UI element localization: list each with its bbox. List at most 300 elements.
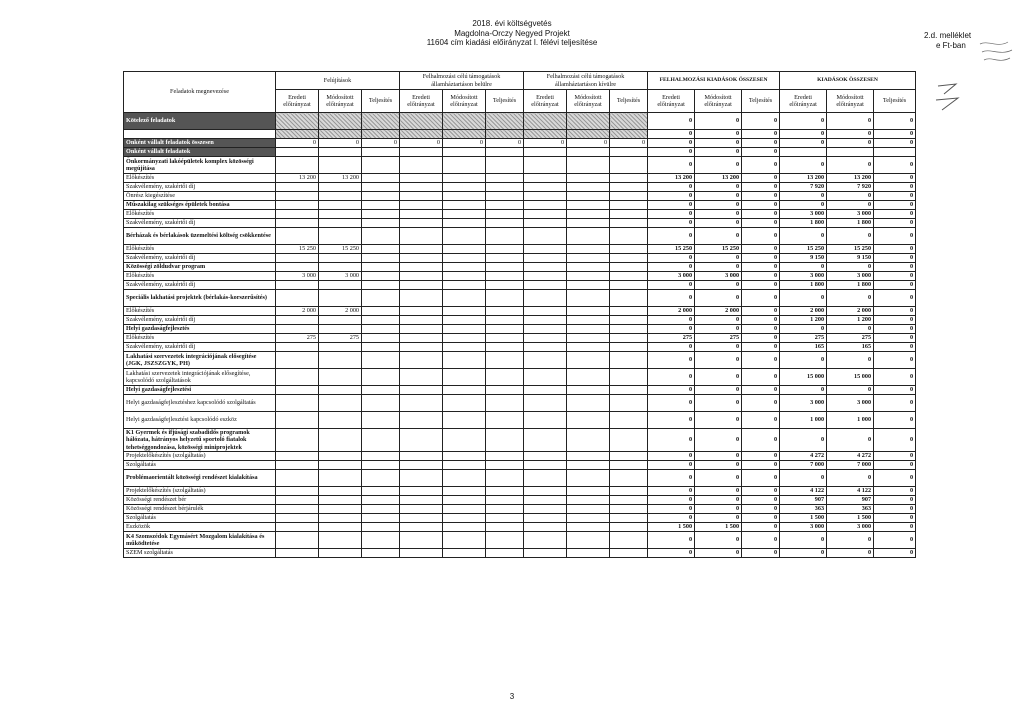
value-cell [567, 228, 610, 245]
value-cell [319, 461, 362, 470]
value-cell: 0 [648, 148, 695, 157]
value-cell [610, 470, 648, 487]
value-cell [362, 452, 400, 461]
value-cell [319, 352, 362, 369]
subheader-original: Eredeti előirányzat [400, 90, 443, 113]
value-cell [486, 549, 524, 558]
value-cell [362, 254, 400, 263]
value-cell [524, 369, 567, 386]
value-cell: 363 [780, 505, 827, 514]
value-cell [362, 263, 400, 272]
table-row [124, 281, 916, 290]
value-cell [400, 210, 443, 219]
value-cell [319, 505, 362, 514]
value-cell [567, 245, 610, 254]
value-cell: 0 [742, 174, 780, 183]
row-label: Szakvélemény, szakértői díj [124, 219, 276, 228]
value-cell: 15 000 [827, 369, 874, 386]
value-cell: 0 [827, 228, 874, 245]
value-cell [486, 113, 524, 130]
value-cell: 15 250 [319, 245, 362, 254]
value-cell: 0 [742, 549, 780, 558]
value-cell [524, 343, 567, 352]
value-cell: 0 [695, 290, 742, 307]
subheader-performance: Teljesítés [362, 90, 400, 113]
value-cell: 0 [874, 334, 916, 343]
value-cell: 0 [648, 461, 695, 470]
value-cell [610, 148, 648, 157]
value-cell: 0 [695, 325, 742, 334]
value-cell: 0 [400, 139, 443, 148]
value-cell [400, 316, 443, 325]
value-cell: 275 [319, 334, 362, 343]
table-row [124, 263, 916, 272]
group-header-grants-inside: Felhalmozási célú támogatások államháztartáson belülre [400, 72, 524, 90]
value-cell [276, 412, 319, 429]
value-cell [443, 228, 486, 245]
value-cell [524, 505, 567, 514]
value-cell: 0 [827, 325, 874, 334]
value-cell [610, 523, 648, 532]
value-cell: 165 [780, 343, 827, 352]
value-cell [400, 452, 443, 461]
value-cell [319, 452, 362, 461]
row-label: Előkészítés [124, 334, 276, 343]
row-label: Előkészítés [124, 174, 276, 183]
value-cell: 0 [827, 386, 874, 395]
value-cell: 0 [827, 532, 874, 549]
value-cell: 0 [742, 386, 780, 395]
value-cell: 3 000 [827, 523, 874, 532]
value-cell [443, 210, 486, 219]
value-cell: 0 [648, 505, 695, 514]
table-row [124, 174, 916, 183]
value-cell: 0 [874, 470, 916, 487]
value-cell [400, 130, 443, 139]
value-cell: 275 [648, 334, 695, 343]
value-cell [443, 325, 486, 334]
table-row [124, 183, 916, 192]
value-cell: 0 [827, 290, 874, 307]
value-cell [276, 290, 319, 307]
value-cell: 0 [874, 325, 916, 334]
value-cell [443, 201, 486, 210]
value-cell [486, 334, 524, 343]
value-cell [400, 412, 443, 429]
value-cell [276, 452, 319, 461]
value-cell [362, 386, 400, 395]
value-cell [276, 395, 319, 412]
value-cell [276, 461, 319, 470]
value-cell [319, 514, 362, 523]
annex-unit: e Ft-ban [936, 41, 966, 50]
value-cell: 275 [695, 334, 742, 343]
value-cell [486, 316, 524, 325]
value-cell [486, 263, 524, 272]
value-cell: 0 [742, 245, 780, 254]
value-cell [567, 307, 610, 316]
value-cell: 0 [742, 113, 780, 130]
value-cell [400, 549, 443, 558]
annex-number: 2.d. melléklet [924, 31, 972, 40]
value-cell [567, 343, 610, 352]
value-cell [486, 245, 524, 254]
subheader-modified: Módosított előirányzat [319, 90, 362, 113]
row-label: Speciális lakhatási projektek (bérlakás-korszerűsítés) [124, 290, 276, 307]
value-cell [362, 487, 400, 496]
table-row [124, 228, 916, 245]
value-cell [524, 412, 567, 429]
value-cell: 0 [780, 192, 827, 201]
annex-label [924, 31, 971, 51]
value-cell [400, 157, 443, 174]
value-cell: 1 800 [780, 281, 827, 290]
subheader-original: Eredeti előirányzat [648, 90, 695, 113]
value-cell: 2 000 [648, 307, 695, 316]
value-cell: 0 [780, 325, 827, 334]
subheader-modified: Módosított előirányzat [827, 90, 874, 113]
row-label: Szakvélemény, szakértői díj [124, 281, 276, 290]
value-cell: 0 [874, 352, 916, 369]
value-cell [400, 514, 443, 523]
value-cell: 0 [695, 254, 742, 263]
value-cell [362, 157, 400, 174]
value-cell [362, 201, 400, 210]
value-cell [276, 470, 319, 487]
value-cell: 0 [486, 139, 524, 148]
value-cell: 0 [780, 130, 827, 139]
value-cell [319, 316, 362, 325]
value-cell: 3 000 [276, 272, 319, 281]
value-cell: 13 200 [319, 174, 362, 183]
value-cell [567, 369, 610, 386]
value-cell [443, 174, 486, 183]
value-cell: 0 [695, 549, 742, 558]
value-cell [567, 334, 610, 343]
table-row [124, 307, 916, 316]
value-cell: 0 [874, 183, 916, 192]
value-cell: 0 [780, 157, 827, 174]
value-cell: 0 [827, 157, 874, 174]
value-cell: 0 [742, 395, 780, 412]
value-cell [524, 532, 567, 549]
value-cell: 0 [648, 228, 695, 245]
value-cell [486, 429, 524, 452]
value-cell: 1 000 [780, 412, 827, 429]
value-cell [567, 174, 610, 183]
row-label: Problémaorientált közösségi rendészet kialakítása [124, 470, 276, 487]
value-cell [486, 514, 524, 523]
value-cell [443, 334, 486, 343]
value-cell: 0 [780, 201, 827, 210]
row-label: Szakvélemény, szakértői díj [124, 183, 276, 192]
value-cell [362, 130, 400, 139]
budget-table [123, 71, 916, 558]
value-cell: 0 [742, 157, 780, 174]
value-cell: 0 [648, 130, 695, 139]
value-cell: 0 [276, 139, 319, 148]
value-cell [524, 272, 567, 281]
subheader-performance: Teljesítés [610, 90, 648, 113]
value-cell [567, 452, 610, 461]
value-cell [400, 290, 443, 307]
row-label: Közösségi rendészet bérjárulék [124, 505, 276, 514]
value-cell: 0 [742, 523, 780, 532]
group-header-expenditure-total: KIADÁSOK ÖSSZESEN [780, 72, 916, 90]
value-cell [524, 201, 567, 210]
value-cell [486, 343, 524, 352]
row-label: Előkészítés [124, 210, 276, 219]
value-cell [567, 386, 610, 395]
value-cell [443, 130, 486, 139]
table-row [124, 139, 916, 148]
value-cell [443, 245, 486, 254]
page-number: 3 [509, 692, 515, 701]
value-cell: 9 150 [780, 254, 827, 263]
value-cell [610, 412, 648, 429]
value-cell [610, 201, 648, 210]
value-cell: 0 [648, 316, 695, 325]
value-cell: 0 [874, 316, 916, 325]
row-label: Szolgáltatás [124, 514, 276, 523]
value-cell [319, 113, 362, 130]
value-cell [276, 514, 319, 523]
row-label: Közösségi rendészet bér [124, 496, 276, 505]
value-cell [319, 263, 362, 272]
row-label: Műszakilag szükséges épületek bontása [124, 201, 276, 210]
value-cell [362, 412, 400, 429]
row-label: Szolgáltatás [124, 461, 276, 470]
value-cell: 3 000 [780, 523, 827, 532]
value-cell: 0 [827, 192, 874, 201]
value-cell: 0 [695, 532, 742, 549]
value-cell [567, 352, 610, 369]
value-cell: 0 [319, 139, 362, 148]
value-cell [362, 183, 400, 192]
value-cell [567, 290, 610, 307]
value-cell: 0 [648, 139, 695, 148]
value-cell [524, 514, 567, 523]
value-cell: 0 [742, 201, 780, 210]
row-label: Szakvélemény, szakértői díj [124, 254, 276, 263]
value-cell [610, 157, 648, 174]
value-cell: 4 122 [780, 487, 827, 496]
value-cell: 0 [874, 228, 916, 245]
value-cell [443, 395, 486, 412]
value-cell [319, 157, 362, 174]
value-cell: 0 [874, 281, 916, 290]
value-cell [610, 461, 648, 470]
subheader-modified: Módosított előirányzat [443, 90, 486, 113]
row-label: Lakhatási szervezetek integrációjának elősegítése, kapcsolódó szolgáltatások [124, 369, 276, 386]
value-cell: 0 [874, 210, 916, 219]
value-cell: 0 [648, 532, 695, 549]
value-cell [524, 254, 567, 263]
value-cell [319, 201, 362, 210]
value-cell [362, 470, 400, 487]
value-cell: 7 000 [827, 461, 874, 470]
value-cell [362, 272, 400, 281]
value-cell [276, 549, 319, 558]
value-cell: 0 [742, 210, 780, 219]
value-cell [443, 514, 486, 523]
value-cell: 0 [742, 130, 780, 139]
value-cell [610, 532, 648, 549]
value-cell: 0 [695, 219, 742, 228]
value-cell [400, 343, 443, 352]
value-cell [400, 461, 443, 470]
value-cell [610, 395, 648, 412]
value-cell: 0 [874, 429, 916, 452]
value-cell [319, 549, 362, 558]
row-label: Helyi gazdaságfejlesztési [124, 386, 276, 395]
value-cell [319, 429, 362, 452]
row-label: Lakhatási szervezetek integrációjának elősegítése (JGK, JSZSZGYK, PH) [124, 352, 276, 369]
value-cell: 1 500 [648, 523, 695, 532]
value-cell: 0 [695, 148, 742, 157]
value-cell [610, 113, 648, 130]
value-cell [486, 254, 524, 263]
value-cell [524, 281, 567, 290]
value-cell [567, 523, 610, 532]
row-label: Önrész kiegészítése [124, 192, 276, 201]
value-cell: 0 [648, 452, 695, 461]
value-cell [780, 148, 827, 157]
value-cell [610, 254, 648, 263]
value-cell [610, 219, 648, 228]
row-label: Projektelőkészítés (szolgáltatás) [124, 487, 276, 496]
value-cell [567, 514, 610, 523]
value-cell: 0 [780, 532, 827, 549]
value-cell [362, 281, 400, 290]
value-cell [524, 487, 567, 496]
value-cell [486, 523, 524, 532]
value-cell: 0 [695, 452, 742, 461]
value-cell [567, 496, 610, 505]
value-cell: 9 150 [827, 254, 874, 263]
value-cell: 0 [695, 343, 742, 352]
value-cell [276, 523, 319, 532]
value-cell [486, 325, 524, 334]
value-cell: 363 [827, 505, 874, 514]
table-row [124, 325, 916, 334]
value-cell [443, 496, 486, 505]
value-cell: 0 [648, 487, 695, 496]
row-label: Előkészítés [124, 272, 276, 281]
value-cell [610, 352, 648, 369]
value-cell [276, 505, 319, 514]
value-cell: 0 [742, 514, 780, 523]
value-cell: 275 [276, 334, 319, 343]
value-cell: 0 [742, 192, 780, 201]
value-cell [486, 452, 524, 461]
value-cell: 0 [742, 452, 780, 461]
value-cell: 0 [874, 505, 916, 514]
value-cell: 0 [827, 130, 874, 139]
value-cell [319, 130, 362, 139]
value-cell: 15 000 [780, 369, 827, 386]
value-cell [276, 210, 319, 219]
value-cell [362, 395, 400, 412]
value-cell [486, 470, 524, 487]
value-cell: 1 800 [827, 219, 874, 228]
value-cell [400, 174, 443, 183]
value-cell [610, 325, 648, 334]
value-cell [319, 325, 362, 334]
table-row [124, 452, 916, 461]
value-cell: 0 [742, 316, 780, 325]
value-cell [400, 245, 443, 254]
value-cell: 4 272 [780, 452, 827, 461]
value-cell [319, 228, 362, 245]
value-cell: 0 [742, 219, 780, 228]
table-row [124, 487, 916, 496]
value-cell [827, 148, 874, 157]
value-cell [276, 228, 319, 245]
value-cell [524, 130, 567, 139]
value-cell [362, 245, 400, 254]
value-cell [524, 148, 567, 157]
value-cell [400, 496, 443, 505]
value-cell: 275 [827, 334, 874, 343]
value-cell [524, 523, 567, 532]
value-cell [276, 496, 319, 505]
value-cell: 0 [695, 412, 742, 429]
value-cell: 0 [874, 395, 916, 412]
value-cell [276, 130, 319, 139]
row-label: Helyi gazdaságfejlesztési kapcsolódó eszköz [124, 412, 276, 429]
table-row [124, 386, 916, 395]
subheader-original: Eredeti előirányzat [524, 90, 567, 113]
value-cell [524, 470, 567, 487]
value-cell [443, 532, 486, 549]
value-cell [276, 254, 319, 263]
value-cell [567, 487, 610, 496]
value-cell: 0 [780, 228, 827, 245]
value-cell [276, 386, 319, 395]
value-cell [524, 263, 567, 272]
value-cell: 7 000 [780, 461, 827, 470]
value-cell [443, 412, 486, 429]
value-cell: 0 [742, 307, 780, 316]
value-cell [400, 334, 443, 343]
value-cell [400, 386, 443, 395]
value-cell [362, 307, 400, 316]
value-cell: 0 [780, 429, 827, 452]
value-cell [443, 343, 486, 352]
value-cell [486, 272, 524, 281]
header-year-budget: 2018. évi költségvetés [472, 19, 552, 28]
value-cell [524, 452, 567, 461]
value-cell: 0 [780, 470, 827, 487]
value-cell [567, 157, 610, 174]
table-row [124, 272, 916, 281]
value-cell [319, 386, 362, 395]
value-cell [319, 183, 362, 192]
value-cell: 0 [648, 183, 695, 192]
value-cell [567, 272, 610, 281]
value-cell: 0 [648, 386, 695, 395]
value-cell: 0 [695, 228, 742, 245]
value-cell: 0 [648, 281, 695, 290]
value-cell [400, 307, 443, 316]
value-cell: 0 [780, 263, 827, 272]
value-cell [319, 254, 362, 263]
value-cell [443, 290, 486, 307]
value-cell [443, 549, 486, 558]
value-cell [443, 272, 486, 281]
value-cell: 0 [874, 113, 916, 130]
